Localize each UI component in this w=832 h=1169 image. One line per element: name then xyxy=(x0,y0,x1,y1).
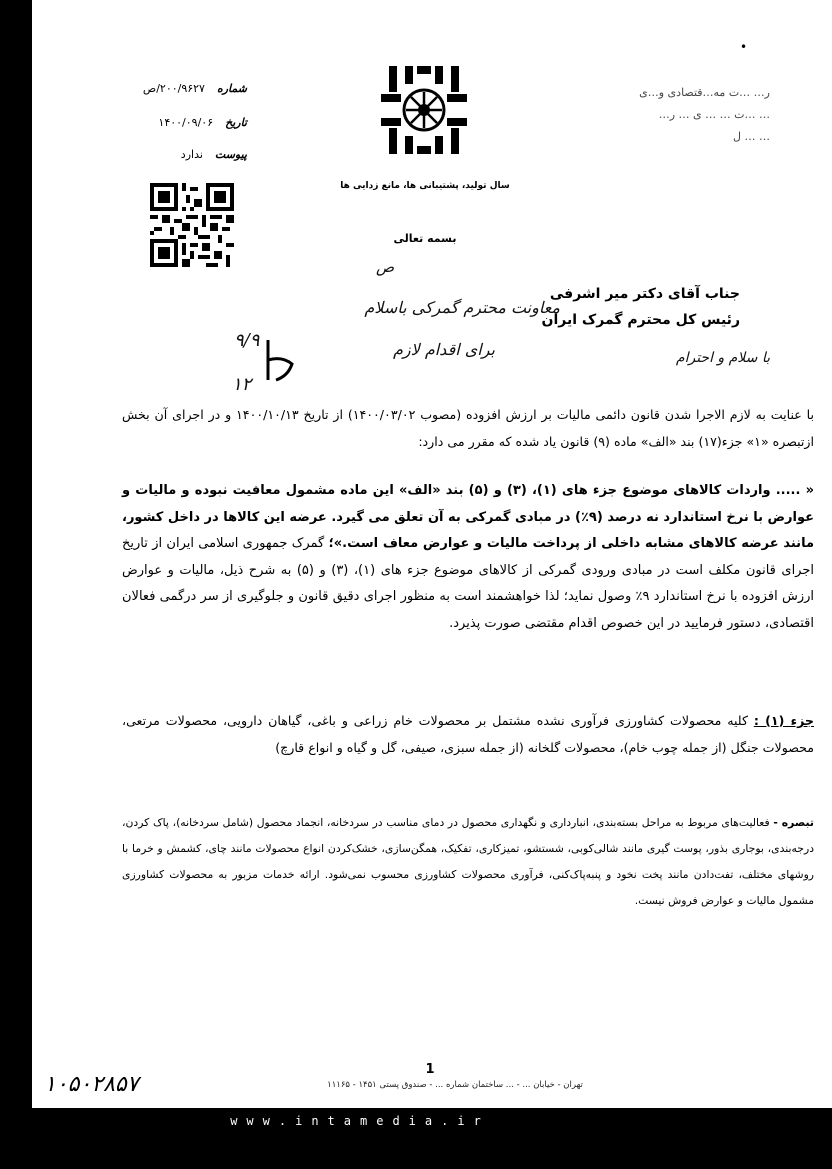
received-stamp-line: … …ت … … ی … ر… xyxy=(658,108,770,121)
law-quote: « ..... واردات کالاهای موضوع جزء های (۱)، (۳) و (۵) بند «الف» این ماده مشمول معافیت نبوده و مالیات و عوارض با نرخ استاندارد نه درصد (۹٪) در مبادی گمرکی به آن تعلق می گیرد. عرضه این کالاها در داخل کشور، مانند عرضه کالاهای مشابه داخلی از پرداخت مالیات و عوارض معاف است.»؛ xyxy=(122,483,815,551)
handwritten-registration-number: ۱۰۵۰۲۸۵۷ xyxy=(44,1072,139,1097)
qr-code-icon xyxy=(150,183,234,267)
law-quote-paragraph xyxy=(122,478,814,637)
footer-website: www.intamedia.ir xyxy=(230,1114,490,1128)
handwritten-note-2: برای اقدام لازم xyxy=(392,340,495,359)
year-motto: سال تولید، پشتیبانی ها، مانع زدایی ها xyxy=(340,181,510,191)
tabsare-paragraph xyxy=(122,810,814,914)
handwritten-date: ۹/۹ xyxy=(234,330,260,351)
intro-paragraph: با عنایت به لازم الاجرا شدن قانون دائمی مالیات بر ارزش افزوده (مصوب ۱۴۰۰/۰۳/۰۲) از تاریخ ۱۴۰۰/۱۰/۱۳ و در اجرای آن بخش ازتبصره «۱» جزء(۱۷) بند «الف» ماده (۹) قانون یاد شده که مقرر می دارد: xyxy=(122,407,814,449)
recipient-title: رئیس کل محترم گمرک ایران xyxy=(541,312,740,328)
tabsare-text: فعالیت‌های مربوط به مراحل بسته‌بندی، انبارداری و نگهداری محصول در دمای مناسب در سردخانه، انجماد محصول (شامل سردخانه)، پاک کردن، درجه‌بندی، بوجاری بذور، پوست گیری مانند شالی‌کوبی، شستشو، تمیزکاری، تفکیک، همگن‌سازی، خشک‌کردن انواع محصولات مانند چای، کشمش و خرما با روشهای مختلف، تفت‌دادن مانند پخت نخود و پنبه‌پاک‌کنی، فرآوری محصولات کشاورزی محسوب نمی‌شود. ارائه خدمات مزبور به محصولات کشاورزی مشمول مالیات و عوارض فروش نیست. xyxy=(122,816,814,907)
organization-logo-icon xyxy=(379,64,469,156)
handwritten-signature xyxy=(262,336,298,386)
recipient-name: جناب آقای دکتر میر اشرفی xyxy=(549,286,740,302)
letter-date-row xyxy=(158,116,247,129)
juz-1-text: کلیه محصولات کشاورزی فرآوری نشده مشتمل بر محصولات خام زراعی و باغی، گیاهان دارویی، محصولات مرتعی، محصولات جنگل (از جمله چوب خام)، محصولات گلخانه (از جمله سبزی، صیفی، گل و گیاه و انواع قارچ) xyxy=(122,713,814,755)
bismillah-heading: بسمه تعالی xyxy=(393,232,457,245)
scan-border-left xyxy=(0,0,32,1142)
juz-1-label: جزء (۱) : xyxy=(753,713,814,728)
juz-1-paragraph xyxy=(122,708,814,761)
footer-address: تهران - خیابان ... - ... ساختمان شماره ... - صندوق پستی ۱۴۵۱ - ۱۱۱۶۵ xyxy=(327,1080,583,1090)
corner-mark: • xyxy=(740,40,748,54)
received-stamp-line: ر… …ت مه…قتصادی و…ی xyxy=(639,86,770,99)
received-stamp-line: … … ل xyxy=(733,130,770,143)
letter-attachment-value: ندارد xyxy=(180,148,203,161)
letter-attachment-row xyxy=(181,148,247,161)
letter-attachment-label: پیوست xyxy=(214,148,247,161)
letter-date-value: ۱۴۰۰/۰۹/۰۶ xyxy=(158,116,214,129)
customs-request: گمرک جمهوری اسلامی ایران از تاریخ اجرای قانون مکلف است در مبادی ورودی گمرکی از کالاهای موضوع جزء های (۱)، (۳) و (۵) به شرح ذیل، مالیات و عوارض ارزش افزوده با نرخ استاندارد ۹٪ وصول نماید؛ لذا خواهشمند است به منظور اجرای دقیق قانون و جلوگیری از سر درگمی فعالان اقتصادی، دستور فرمایید در این خصوص اقدام مقتضی صورت پذیرد. xyxy=(122,536,814,631)
tabsare-label: تبصره - xyxy=(773,816,814,829)
handwritten-note-1: معاونت محترم گمرکی باسلام xyxy=(364,298,560,317)
letter-date-label: تاریخ xyxy=(225,116,247,129)
page-number: 1 xyxy=(425,1062,435,1077)
letter-number-value: ۲۰۰/۹۶۲۷/ص xyxy=(142,82,205,95)
received-stamp xyxy=(600,82,770,148)
handwritten-date-2: ۱۲ xyxy=(232,374,252,395)
letter-number-label: شماره xyxy=(216,82,247,95)
letter-number-row xyxy=(143,82,247,95)
handwritten-mark: ص xyxy=(376,258,395,276)
handwritten-greeting: با سلام و احترام xyxy=(675,350,770,366)
